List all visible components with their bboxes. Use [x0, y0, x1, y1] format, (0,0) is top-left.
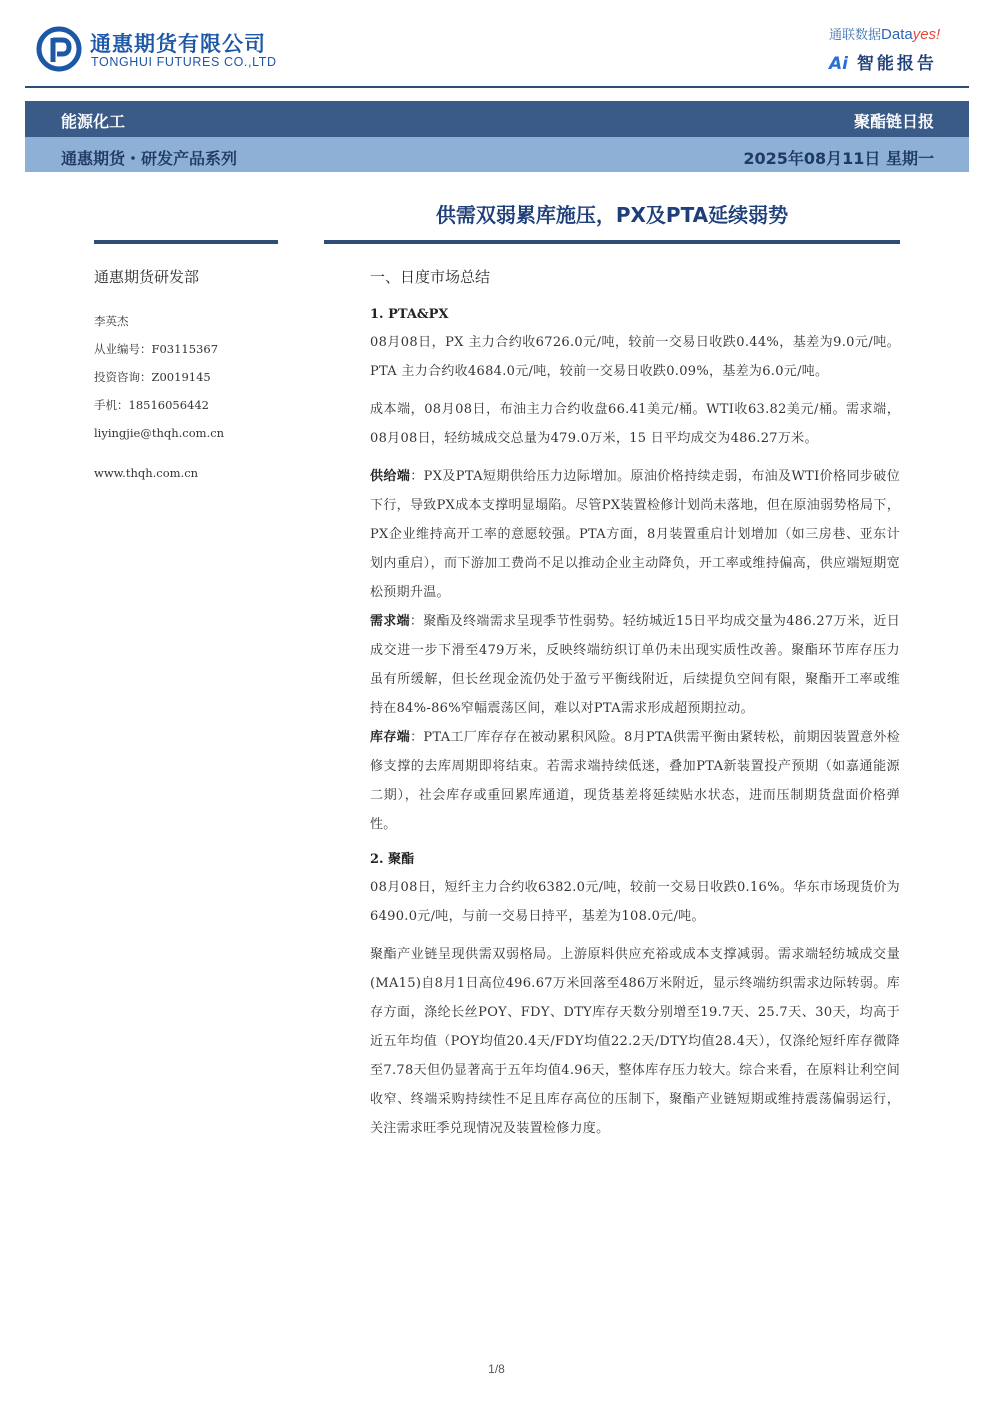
consult-number: 投资咨询：Z0019145: [94, 370, 211, 384]
paragraph-staple-fiber-prices: 08月08日，短纤主力合约收6382.0元/吨，较前一交易日收跌0.16%。华东市场现货价为6490.0元/吨，与前一交易日持平，基差为108.0元/吨。: [370, 880, 900, 924]
paragraph-px-pta-prices: 08月08日，PX 主力合约收6726.0元/吨，较前一交易日收跌0.44%，基差为9.0元/吨。PTA 主力合约收4684.0元/吨，较前一交易日收跌0.09%，基差为6.0元/吨。: [370, 335, 900, 379]
header-divider: [25, 86, 969, 88]
datayes-yes: yes!: [912, 26, 941, 43]
series-label: 通惠期货・研发产品系列: [61, 149, 238, 168]
paragraph-cost-demand: 成本端，08月08日，布油主力合约收盘66.41美元/桶。WTI收63.82美元/桶。需求端，08月08日，轻纺城成交总量为479.0万米，15 日平均成交为486.27万米。: [370, 402, 900, 446]
company-name-cn: 通惠期货有限公司: [90, 32, 266, 56]
paragraph-supply: [370, 462, 900, 607]
research-dept: 通惠期货研发部: [94, 268, 200, 286]
subsection-heading-polyester: 2. 聚酯: [370, 852, 415, 867]
datayes-data: Data: [881, 26, 913, 43]
subsection-heading-pta-px: 1. PTA&PX: [370, 307, 449, 322]
email-address: liyingjie@thqh.com.cn: [94, 426, 225, 440]
analyst-name: 李英杰: [94, 314, 129, 328]
page-number: 1/8: [488, 1362, 505, 1376]
section-title: 一、日度市场总结: [370, 268, 491, 286]
phone-number: 手机：18516056442: [94, 398, 209, 412]
company-name-en: TONGHUI FUTURES CO.,LTD: [91, 55, 277, 69]
report-title: 供需双弱累库施压，PX及PTA延续弱势: [435, 203, 789, 227]
report-date: 2025年08月11日 星期一: [743, 149, 934, 168]
sector-band: [25, 101, 969, 137]
paragraph-inventory: [370, 723, 900, 839]
inventory-label: 库存端: [370, 730, 411, 745]
author-sidebar: [94, 266, 278, 480]
license-number: 从业编号：F03115367: [94, 342, 219, 356]
supply-label: 供给端: [370, 469, 411, 484]
demand-label: 需求端: [370, 614, 410, 629]
datayes-logo: [829, 24, 940, 43]
report-body: [370, 266, 900, 1143]
supply-text: ：PX及PTA短期供给压力边际增加。原油价格持续走弱，布油及WTI价格同步破位下行，导致PX成本支撑明显塌陷。尽管PX装置检修计划尚未落地，但在原油弱势格局下，PX企业维持高开工率的意愿较强。PTA方面，8月装置重启计划增加（如三房巷、亚东计划内重启），而下游加工费尚不足以推动企业主动降负，开工率或维持偏高，供应端短期宽松预期升温。: [370, 469, 900, 600]
website-link[interactable]: www.thqh.com.cn: [94, 466, 199, 480]
tonghui-logo-icon: [36, 26, 82, 72]
demand-text: ：聚酯及终端需求呈现季节性弱势。轻纺城近15日平均成交量为486.27万米，近日成交进一步下滑至479万米，反映终端纺织订单仍未出现实质性改善。聚酯环节库存压力虽有所缓解，但长丝现金流仍处于盈亏平衡线附近，后续提负空间有限，聚酯开工率或维持在84%-86%窄幅震荡区间，难以对PTA需求形成超预期拉动。: [370, 614, 900, 716]
sidebar-top-rule: [94, 240, 278, 244]
series-band: [25, 137, 969, 172]
ai-report-label: 智能报告: [856, 54, 937, 74]
content-top-rule: [324, 240, 900, 244]
ai-mark: Ai: [829, 54, 848, 74]
paragraph-polyester-chain: 聚酯产业链呈现供需双弱格局。上游原料供应充裕或成本支撑减弱。需求端轻纺城成交量(MA15)自8月1日高位496.67万米回落至486万米附近，显示终端纺织需求边际转弱。库存方面，涤纶长丝POY、FDY、DTY库存天数分别增至19.7天、25.7天、30天，均高于近五年均值（POY均值20.4天/FDY均值22.2天/DTY均值28.4天），仅涤纶短纤库存微降至7.78天但仍显著高于五年均值4.96天，整体库存压力较大。综合来看，在原料让利空间收窄、终端采购持续性不足且库存高位的压制下，聚酯产业链短期或维持震荡偏弱运行，关注需求旺季兑现情况及装置检修力度。: [370, 947, 900, 1136]
ai-report-logo: [829, 49, 937, 74]
paragraph-demand: [370, 607, 900, 723]
report-type-label: 聚酯链日报: [853, 112, 934, 131]
inventory-text: ：PTA工厂库存存在被动累积风险。8月PTA供需平衡由紧转松，前期因装置意外检修支撑的去库周期即将结束。若需求端持续低迷，叠加PTA新装置投产预期（如嘉通能源二期），社会库存或重回累库通道，现货基差将延续贴水状态，进而压制期货盘面价格弹性。: [370, 730, 900, 832]
sector-label: 能源化工: [61, 112, 126, 131]
datayes-prefix: 通联数据: [829, 28, 882, 43]
